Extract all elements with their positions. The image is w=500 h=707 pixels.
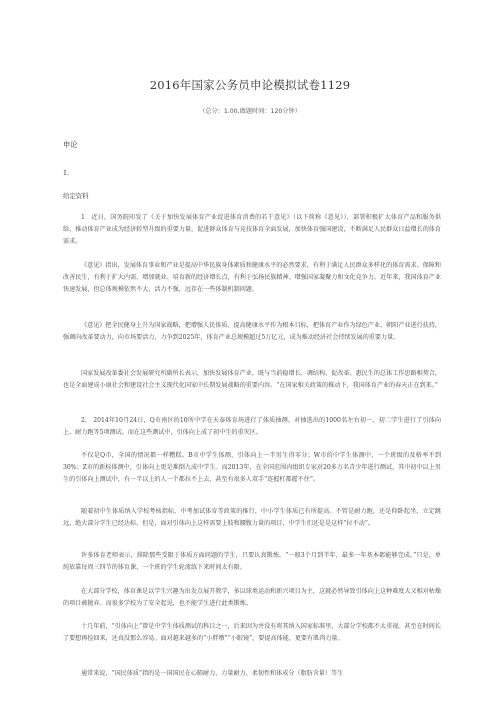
document-title: 2016年国家公务员申论模拟试卷1129 — [149, 78, 351, 92]
question-number: 1. — [63, 169, 70, 177]
paragraph-3: 《意见》把全民健身上升为国家战略，把增强人民体质、提高健康水平作为根本目标，把体育产业作为绿色产业、朝阳产业进行扶持，强调向改革要动力，向市场要活力，力争到2025年，体育产业总规模超过5万亿元，成为推动经济社会持续发展的重要力量。 — [63, 322, 441, 341]
section-heading: 申论 — [63, 140, 78, 149]
material-label: 给定资料 — [63, 192, 89, 200]
paragraph-9: 在大部分学校，体育课是以学生兴趣为出发点展开教学，多以球类运动和新兴项目为主，这就必然导致引体向上这种难度大又相对枯燥的项目被抛弃。而很多学校为了安全起见，也不能学生进行此类锻炼。 — [63, 588, 441, 607]
exam-meta: （总分：1.00,做题时间：120分钟） — [199, 108, 301, 115]
paragraph-7: 随着初中生体质纳入学校考核指标、中考加试体育等政策的推行，中小学生体质已有所提高。不管是耐力跑，还是仰卧起坐、立定跳远，绝大部分学生已经达标。但是，面对引体向上这样需要上肢和腰腹力量的项目，中学生们还是是这样“拉不动”。 — [63, 508, 441, 527]
paragraph-4: 国家发展改革委社会发展研究所副所长表示，加快发展体育产业，既与当前稳增长、调结构、促改革、惠民生的总体工作思路相契合，也是全面建成小康社会和建设社会主义现代化国家中长期发展战略的重要内容。“在国家相关政策的推动下，我国体育产业的春天正在到来。” — [63, 370, 441, 389]
paragraph-6: 不仅是Q市，全国的情况都一样糟糕。B市中学生体测，引体向上一半男生得零分；W市的中学生体测中，一个班级的及格率不到30%；Z市的新标体测中，引体向上更是难倒九成中学生。而2013年，在全国范围内组织专家对20多万名青少年进行测试，其中初中以上男生的引体向上测试中，有一半以上的人一个都拉不上去，甚至有很多人双手“连握杠都握不住”。 — [63, 452, 441, 483]
paragraph-5: 2. 2014年10月24日，Q市南区的10所中学在天泰体育场进行了体质抽测。对抽选出的1000名左右初一、初二学生进行了引体向上、耐力跑等5项测试。而在这些测试中，引体向上成了初中生的重灾区。 — [63, 417, 441, 436]
paragraph-2: 《意见》指出，发展体育事业和产业是提高中华民族身体素质和健康水平的必然要求，有利于满足人民群众多样化的体育需求、保障和改善民生，有利于扩大内需、增加就业、培育新的经济增长点，有利于弘扬民族精神、增强国家凝聚力和文化竞争力。近年来，我国体育产业快速发展，但总体规模依然不大，活力不强，远存在一些体制机制问题。 — [63, 262, 441, 293]
paragraph-10: 十几年前，“引体向上”曾是中学生体质测试的科目之一，后来因为并没有将其纳入国家标准里，大部分学校都不太重视。甚至在时间长了要想再捡回来，还真没那么容易。面对越来越多的“小胖墩”“小眼镜”，要提高体能，更要有肌肉力量。 — [63, 623, 441, 642]
paragraph-11: 通常来说，“国民体质”指的是一国国民在心肺耐力、力量耐力、柔韧性和体成分（脂肪含量）等生 — [81, 670, 344, 677]
paragraph-1: 1 近日，国务院印发了《关于加快发展体育产业促进体育消费的若干意见》（以下简称《意见》），部署积极扩大体育产品和服务供给，推动体育产业成为经济转型升级的重要力量，促进群众体育与竞技体育全面发展，加快体育强国建设，不断满足人民群众日益增长的体育需求。 — [63, 214, 441, 245]
paragraph-8: 许多体育老师表示，排除那些受限于体质方面问题的学生，只要认真锻炼，“一般3个月到半年，最多一年基本都能够完成。”只是，单纯依靠每周三四节的体育课，一个班的学生轮流练下来时间太有限。 — [63, 552, 441, 571]
